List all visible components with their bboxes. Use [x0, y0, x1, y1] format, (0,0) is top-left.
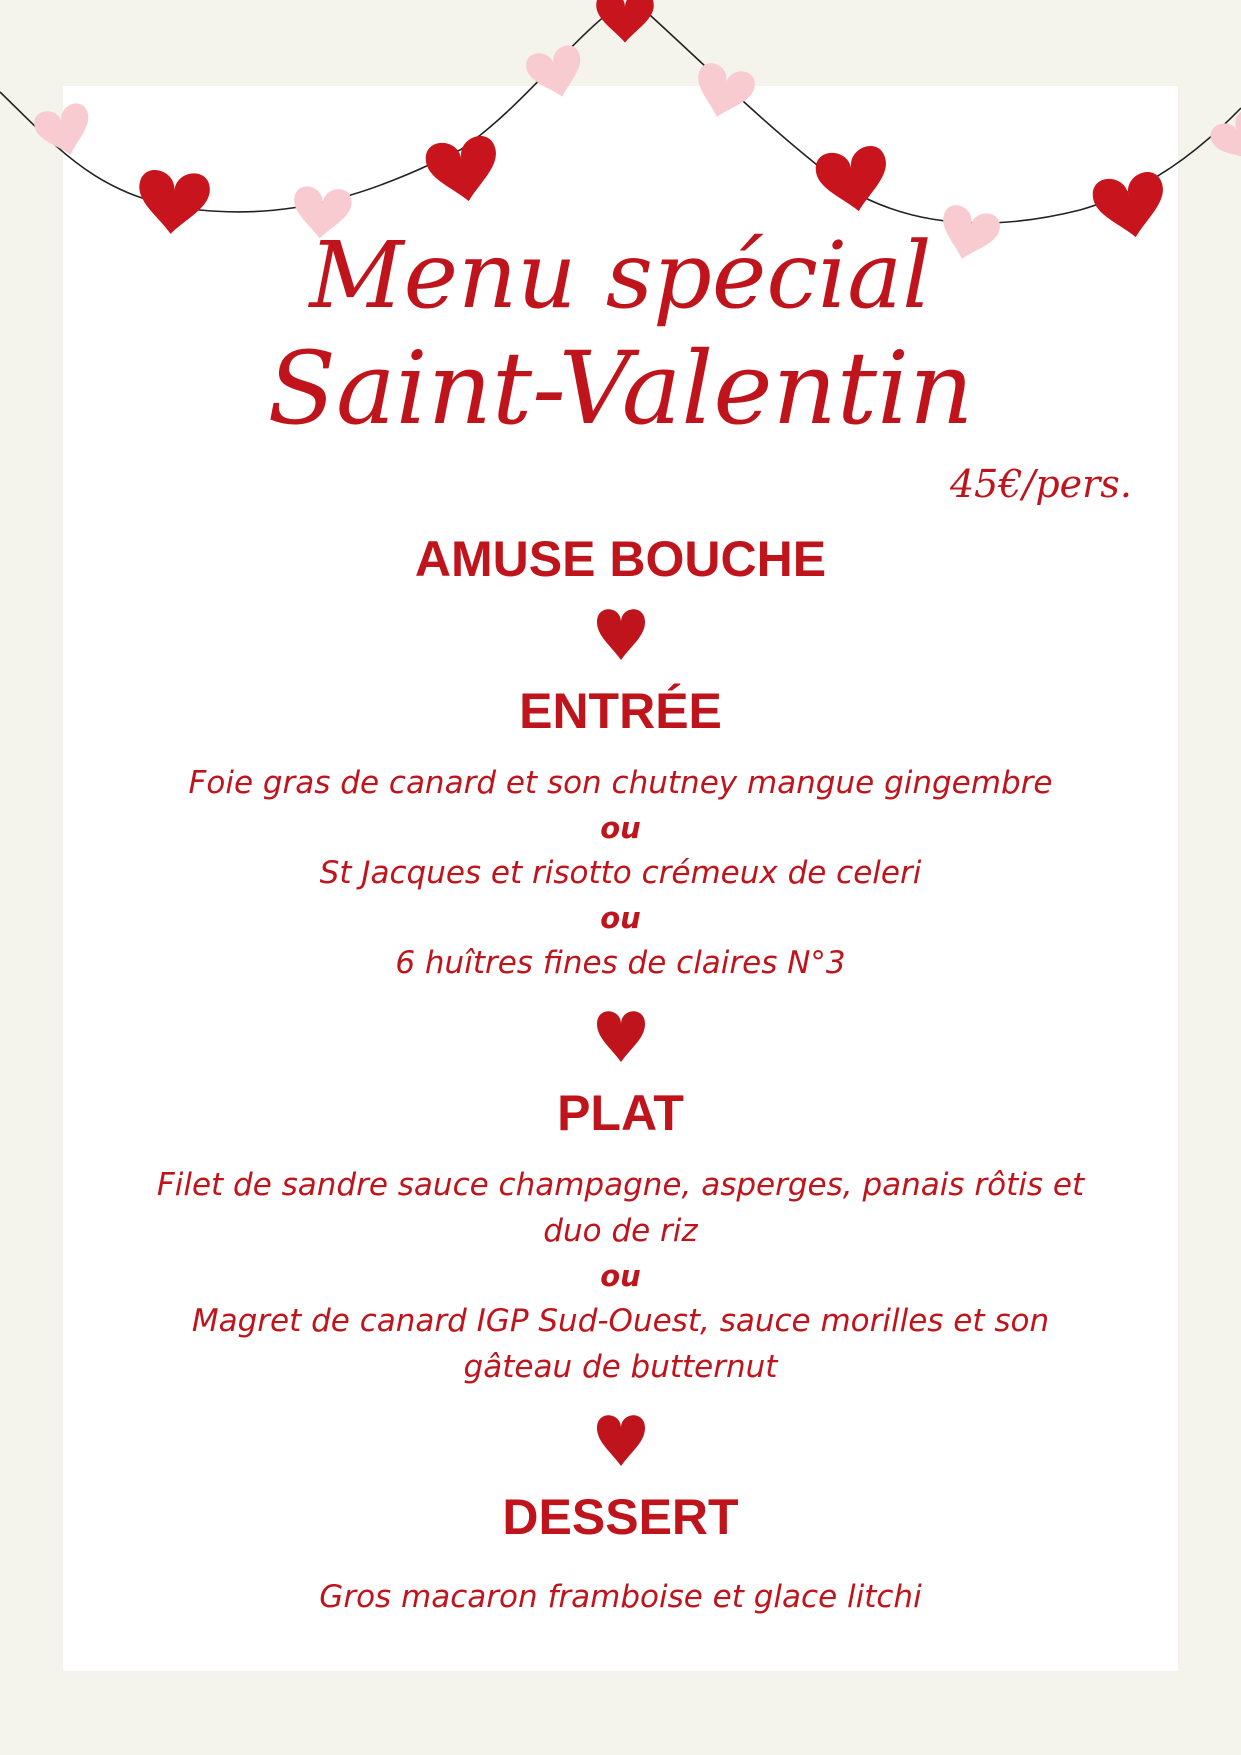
dish-item: gâteau de butternut: [463, 1349, 778, 1385]
section-heading-entree: ENTRÉE: [519, 683, 722, 739]
section-heading-amuse-bouche: AMUSE BOUCHE: [414, 531, 827, 587]
section-heading-dessert: DESSERT: [502, 1489, 739, 1545]
dish-item: duo de riz: [543, 1213, 698, 1249]
heart-icon: [591, 588, 651, 682]
title-line-2: Saint-Valentin: [267, 330, 974, 447]
section-heading-plat: PLAT: [557, 1085, 684, 1141]
dish-item: 6 huîtres fines de claires N°3: [395, 945, 846, 981]
dish-item: Filet de sandre sauce champagne, asperges, panais rôtis et: [156, 1167, 1085, 1203]
heart-icon: [591, 986, 651, 1084]
menu-content: [0, 530, 1241, 1620]
dish-item: Magret de canard IGP Sud-Ouest, sauce morilles et son: [191, 1303, 1050, 1339]
or-separator: ou: [600, 811, 641, 845]
heart-icon: [423, 134, 503, 208]
heart-icon: [523, 43, 589, 104]
dish-item: Foie gras de canard et son chutney mangue gingembre: [188, 765, 1053, 801]
heart-icon: [596, 0, 654, 43]
price-per-person: 45€/pers.: [950, 462, 1132, 506]
heart-icon: [813, 144, 893, 218]
title-line-1: Menu spécial: [309, 222, 932, 329]
or-separator: ou: [600, 1259, 641, 1293]
dish-item: Gros macaron framboise et glace litchi: [319, 1579, 922, 1615]
heart-icon: [1206, 104, 1241, 173]
or-separator: ou: [600, 901, 641, 935]
heart-icon: [591, 1390, 651, 1488]
dish-item: St Jacques et risotto crémeux de celeri: [319, 855, 922, 891]
heart-icon: [689, 60, 758, 124]
